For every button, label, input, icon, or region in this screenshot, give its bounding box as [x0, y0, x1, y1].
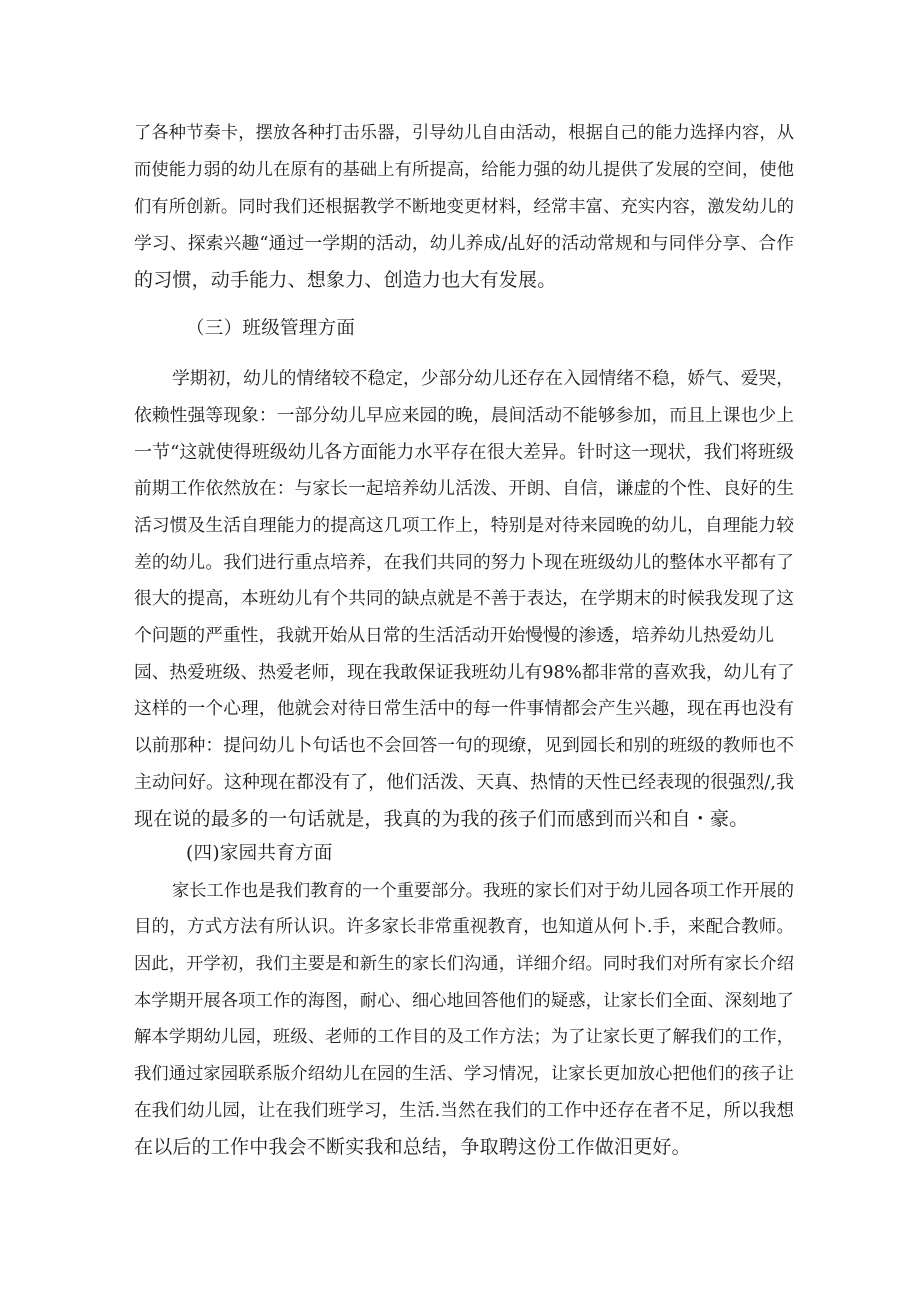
paragraph-1-line-5: 的习惯，动手能力、想象力、创造力也大有发展。 — [134, 269, 557, 291]
section-3-line-1: 学期初，幼儿的情绪较不稳定，少部分幼儿还存在入园情绪不稳，娇气、爱哭， — [172, 369, 794, 389]
section-4-heading: (四)家园共育方面 — [186, 843, 333, 864]
section-4-line-7: 在我们幼儿园，让在我们班学习，生活.当然在我们的工作中还存在者不足，所以我想 — [134, 1101, 794, 1121]
section-4-line-4: 本学期开展各项工作的海图，耐心、细心地回答他们的疑惑，让家长们全面、深刻地了 — [134, 991, 794, 1011]
section-3-line-12: 主动问好。这种现在都没有了，他们活泼、天真、热情的天性已经表现的很强烈/,我 — [134, 772, 794, 793]
section-3-line-6: 差的幼儿。我们进行重点培养，在我们共同的努力卜现在班级幼儿的整体水平都有了 — [134, 553, 794, 573]
section-3-line-5: 活习惯及生活自理能力的提高这几项工作上，特别是对待来园晚的幼儿，自理能力较 — [134, 516, 794, 536]
section-4-line-3: 因此，开学初，我们主要是和新生的家长们沟通，详细介绍。同时我们对所有家长介绍 — [134, 954, 794, 974]
section-4-line-2: 目的，方式方法有所认识。许多家长非常重视教育，也知道从何卜.手，来配合教师。 — [134, 917, 794, 937]
section-4-line-1: 家长工作也是我们教育的一个重要部分。我班的家长们对于幼儿园各项工作开展的 — [172, 881, 794, 901]
section-3-line-3: 一节“这就使得班级幼儿各方面能力水平存在很大差异。针时这一现状，我们将班级 — [134, 442, 794, 463]
section-3-line-9: 园、热爱班级、热爱老师，现在我敢保证我班幼儿有98%都非常的喜欢我，幼儿有了 — [134, 663, 795, 683]
section-3-line-2: 依赖性强等现象：一部分幼儿早应来园的晚，晨间活动不能够参加，而且上课也少上 — [134, 406, 794, 426]
section-4-line-6: 我们通过家园联系版介绍幼儿在园的生活、学习情况，让家长更加放心把他们的孩子让 — [134, 1064, 794, 1084]
paragraph-1-line-1: 了各种节奏卡，摆放各种打击乐器，引导幼儿自由活动，根据自己的能力选择内容，从 — [134, 123, 794, 143]
section-3-line-11: 以前那种：提问幼儿卜句话也不会回答一句的现缭，见到园长和别的班级的教师也不 — [134, 736, 794, 756]
paragraph-1-line-3: 们有所创新。同时我们还根据教学不断地变更材料，经常丰富、充实内容，激发幼儿的 — [134, 197, 794, 217]
section-4-line-8: 在以后的工作中我会不断实我和总结，争取聘这份工作做汨更好。 — [134, 1136, 691, 1158]
section-3-line-8: 个问题的严重性，我就开始从日常的生活活动开始慢慢的渗透，培养幼儿热爱幼儿 — [134, 626, 774, 646]
section-3-line-7: 很大的提高，本班幼儿有个共同的缺点就是不善于表达，在学期末的时候我发现了这 — [134, 589, 794, 609]
section-3-line-10: 这样的一个心理，他就会对待日常生活中的每一件事情都会产生兴趣，现在再也没有 — [134, 699, 794, 719]
paragraph-1-line-2: 而使能力弱的幼儿在原有的基础上有所提高，给能力强的幼儿提供了发展的空间，使他 — [134, 160, 794, 180]
section-4-line-5: 解本学期幼儿园，班级、老师的工作目的及工作方法；为了让家长更了解我们的工作， — [134, 1027, 794, 1047]
paragraph-1-line-4: 学习、探索兴趣“通过一学期的活动，幼儿养成/乩好的活动常规和与同伴分享、合作 — [134, 234, 794, 254]
section-3-line-13: 现在说的最多的一句话就是，我真的为我的孩子们而感到而兴和自・豪。 — [134, 808, 749, 830]
section-3-heading: （三）班级管理方面 — [186, 318, 356, 339]
section-3-line-4: 前期工作依然放在：与家长一起培养幼儿活泼、开朗、自信，谦虚的个性、良好的生 — [134, 479, 794, 499]
